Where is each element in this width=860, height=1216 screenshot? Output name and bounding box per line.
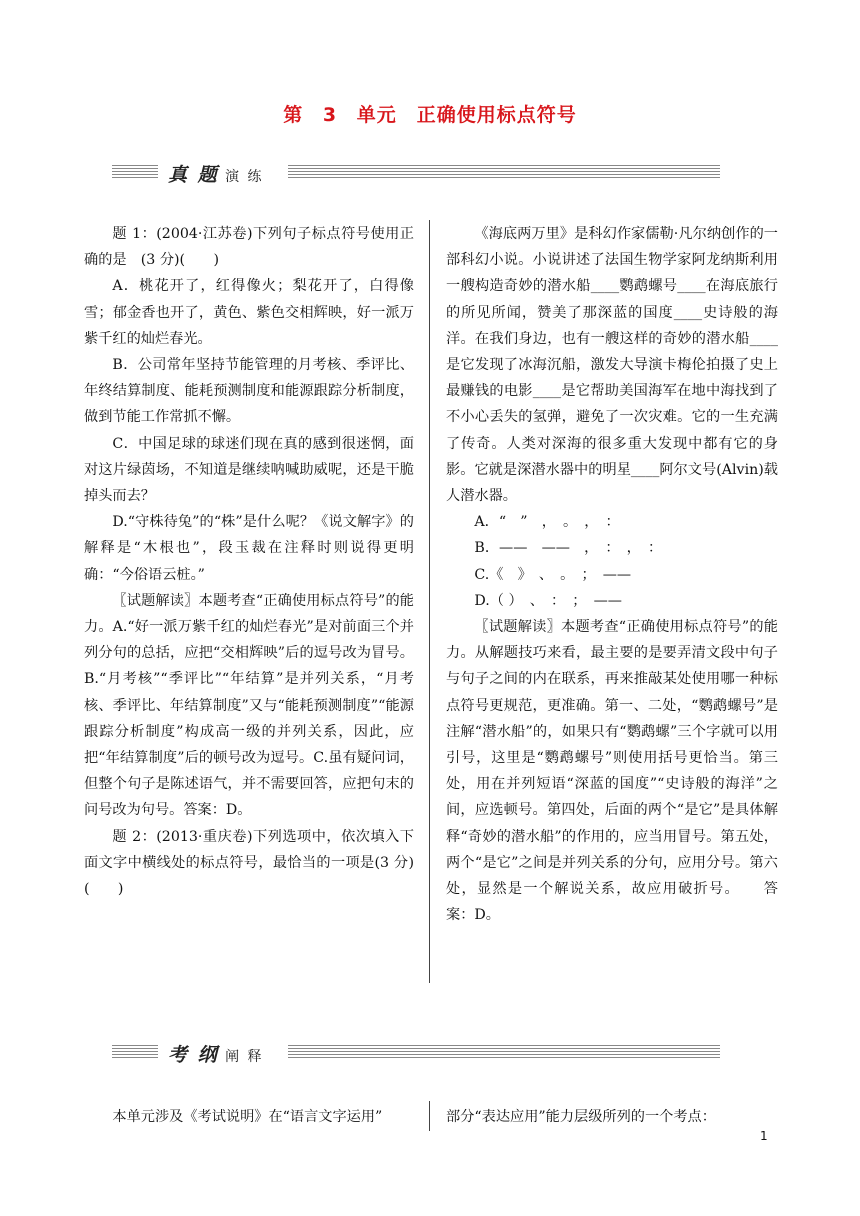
question-1-stem: 题 1：(2004·江苏卷)下列句子标点符号使用正确的是 (3 分)( ) (84, 226, 414, 269)
question-2-passage: 《海底两万里》是科幻作家儒勒·凡尔纳创作的一部科幻小说。小说讲述了法国生物学家阿龙纳斯利用一艘构造奇妙的潜水船____鹦鹉螺号____在海底旅行的所见所闻，赞美了那深蓝的国度____史诗般的海洋。在我们身边，也有一艘这样的奇妙的潜水船____是它发现了冰海沉船，激发大导演卡梅伦拍摄了史上最赚钱的电影____是它帮助美国海军在地中海找到了不小心丢失的氢弹，避免了一次灾难。它的一生充满了传奇。人类对深海的很多重大发现中都有它的身影。它就是深潜水器中的明星____阿尔文号(Alvin)载人潜水器。 (446, 226, 778, 505)
question-1-analysis: 〖试题解读〗本题考查“正确使用标点符号”的能力。A.“好一派万紫千红的灿烂春光”是对前面三个并列分句的总括，应把“交相辉映”后的逗号改为冒号。B.“月考核”“季评比”“年结算”是并列关系，“月考核、季评比、年结算制度”又与“能耗预测制度”“能源跟踪分析制度”构成高一级的并列关系，因此，应把“年结算制度”后的顿号改为逗号。C.虽有疑问词，但整个句子是陈述语气，并不需要回答，应把句末的问号改为句号。答案：D。 (84, 592, 414, 819)
syllabus-text-left: 本单元涉及《考试说明》在“语言文字运用” (112, 1109, 383, 1125)
header-rule-left (112, 165, 158, 179)
question-2-option-a: A．“ ” ， 。 ， ： (474, 514, 620, 531)
header-rule-right (288, 165, 720, 179)
question-1-option-b: B．公司常年坚持节能管理的月考核、季评比、年终结算制度、能耗预测制度和能源跟踪分析制度，做到节能工作常抓不懈。 (84, 357, 414, 426)
syllabus-text-right: 部分“表达应用”能力层级所列的一个考点： (446, 1109, 716, 1125)
header-rule-right (288, 1045, 720, 1059)
page-title: 第 3 单元 正确使用标点符号 (283, 104, 577, 126)
question-2-option-d: D.（ ） 、 ： ； —— (474, 592, 622, 609)
column-divider (429, 220, 430, 983)
question-1-option-d: D.“守株待兔”的“株”是什么呢？《说文解字》的解释是“木根也”，段玉裁在注释时则说得更明确：“今俗语云桩。” (84, 514, 414, 583)
left-column (84, 221, 414, 902)
header-rule-left (112, 1045, 158, 1059)
section-label: 考 纲 阐 释 (168, 1044, 264, 1066)
section-label: 真 题 演 练 (168, 164, 264, 186)
section-header-syllabus (112, 1040, 720, 1064)
question-1-option-a: A．桃花开了，红得像火；梨花开了，白得像雪；郁金香也开了，黄色、紫色交相辉映，好一派万紫千红的灿烂春光。 (84, 278, 414, 347)
question-2-stem: 题 2：(2013·重庆卷)下列选项中，依次填入下面文字中横线处的标点符号，最恰当的一项是(3 分)( ) (84, 828, 414, 898)
question-1-option-c: C．中国足球的球迷们现在真的感到很迷惘，面对这片绿茵场，不知道是继续呐喊助威呢，还是干脆掉头而去？ (84, 435, 414, 505)
right-column (446, 221, 778, 928)
column-divider-bottom (429, 1101, 430, 1131)
question-2-option-c: C.《 》 、 。 ； —— (474, 566, 632, 583)
question-2-analysis: 〖试题解读〗本题考查“正确使用标点符号”的能力。从解题技巧来看，最主要的是要弄清文段中句子与句子之间的内在联系，再来推敲某处使用哪一种标点符号更规范，更准确。第一、二处，“鹦鹉螺号”是注解“潜水船”的，如果只有“鹦鹉螺”三个字就可以用引号，这里是“鹦鹉螺号”则使用括号更恰当。第三处，用在并列短语“深蓝的国度”“史诗般的海洋”之间，应选顿号。第四处，后面的两个“是它”是具体解释“奇妙的潜水船”的作用的，应当用冒号。第五处，两个“是它”之间是并列关系的分句，应用分号。第六处，显然是一个解说关系，故应用破折号。 答案：D。 (446, 619, 778, 924)
question-2-option-b: B．—— —— ， ： ， ： (474, 540, 663, 557)
section-header-practice (112, 160, 720, 184)
page-number: 1 (760, 1129, 768, 1143)
